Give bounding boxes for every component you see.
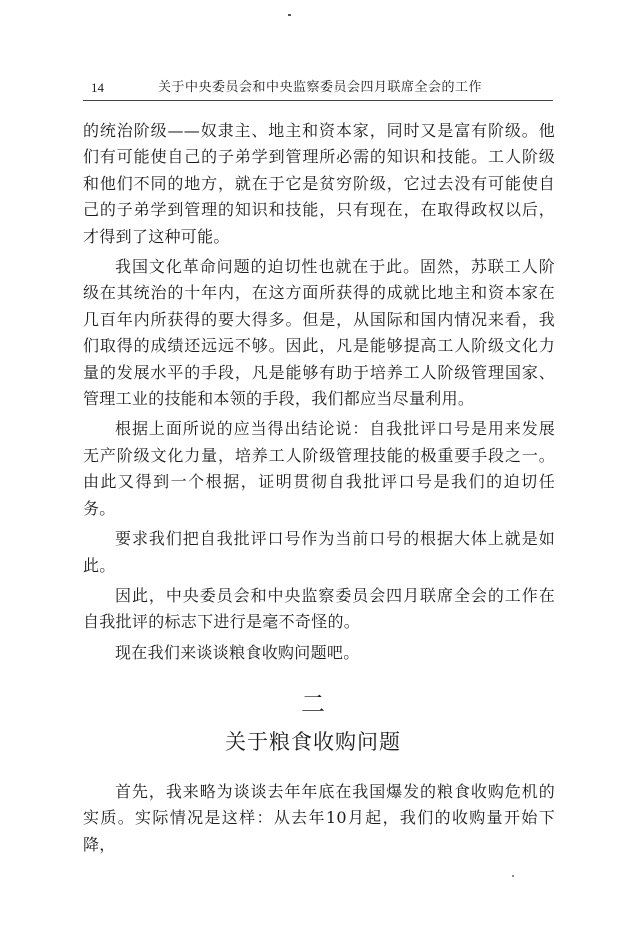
running-header: [83, 80, 553, 102]
body-text: [83, 118, 555, 670]
paragraph: 首先，我来略为谈谈去年年底在我国爆发的粮食收购危机的实质。实际情况是这样：从去年10月起，我们的收购量开始下降，: [83, 782, 555, 854]
running-title: 关于中央委员会和中央监察委员会四月联席全会的工作: [158, 80, 483, 95]
scan-speck: [288, 14, 291, 16]
section-body-text: [83, 779, 555, 862]
paragraph: 现在我们来谈谈粮食收购问题吧。: [115, 642, 360, 662]
paragraph: 要求我们把自我批评口号作为当前口号的根据大体上就是如此。: [83, 529, 555, 575]
header-rule: [83, 100, 553, 101]
paragraph: 我国文化革命问题的迫切性也就在于此。固然，苏联工人阶级在其统治的十年内，在这方面所获得的成就比地主和资本家在几百年内所获得的要大得多。但是，从国际和国内情况来看，我们取得的成绩还远远不够。因此，凡是能够提高工人阶级文化力量的发展水平的手段，凡是能够有助于培养工人阶级管理国家、管理工业的技能和本领的手段，我们都应当尽量利用。: [83, 257, 555, 409]
section-title: 关于粮食收购问题: [225, 730, 401, 754]
paragraph-continued: 的统治阶级——奴隶主、地主和资本家，同时又是富有阶级。他们有可能使自己的子弟学到管理所必需的知识和技能。工人阶级和他们不同的地方，就在于它是贫穷阶级，它过去没有可能使自己的子弟学到管理的知识和技能，只有现在，在取得政权以后，才得到了这种可能。: [83, 121, 555, 246]
page-number: 14: [91, 80, 104, 95]
paragraph: 因此，中央委员会和中央监察委员会四月联席全会的工作在自我批评的标志下进行是毫不奇怪的。: [83, 585, 555, 632]
scan-speck: [512, 875, 514, 877]
section-number: 二: [301, 690, 325, 718]
paragraph: 根据上面所说的应当得出结论说：自我批评口号是用来发展无产阶级文化力量，培养工人阶级管理技能的极重要手段之一。由此又得到一个根据，证明贯彻自我批评口号是我们的迫切任务。: [83, 419, 555, 518]
